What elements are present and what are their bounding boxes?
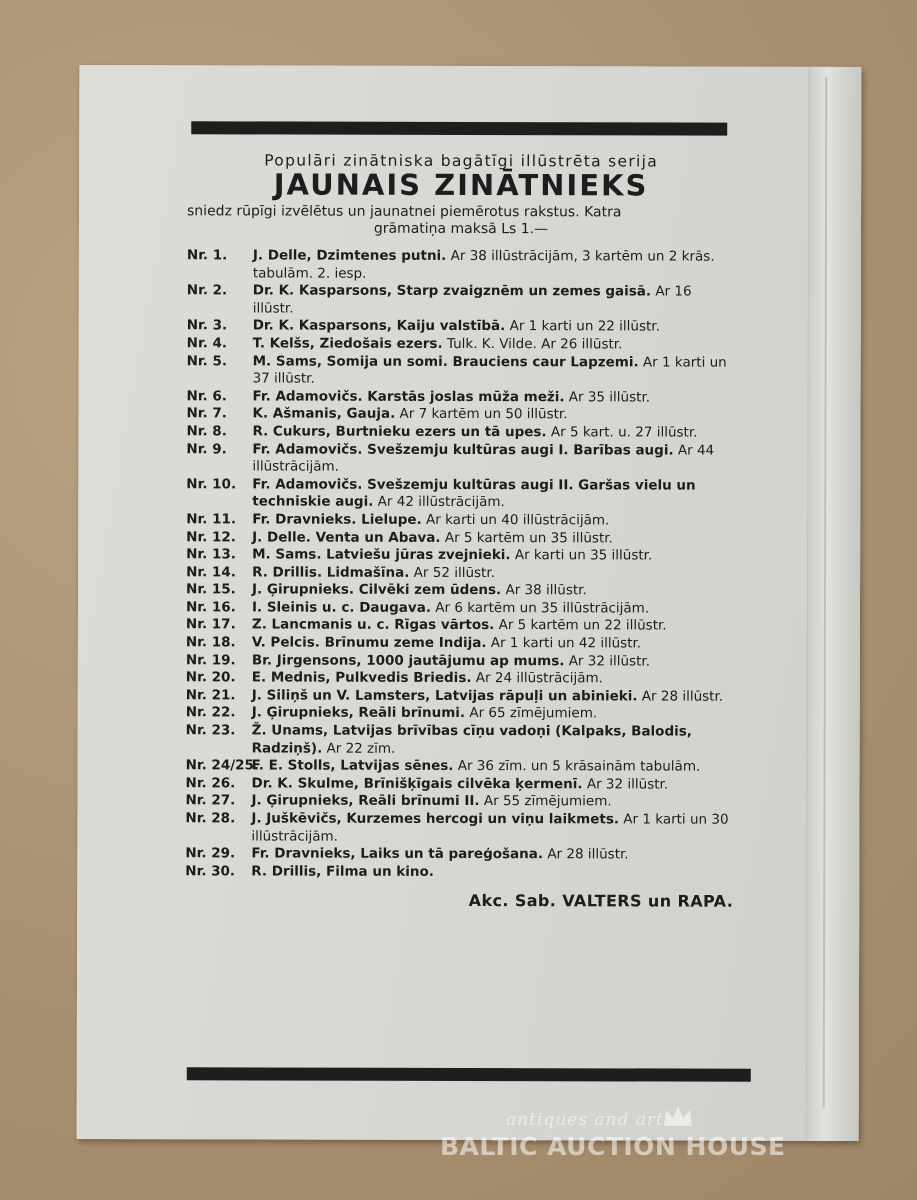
item-description: Ar 28 illūstr. <box>641 688 724 705</box>
item-title: Fr. Adamovičs. Karstās joslas mūža meži. <box>252 388 565 405</box>
list-item <box>186 634 734 653</box>
item-title: Fr. Adamovičs. Svešzemju kultūras augi I. Barības augi. <box>252 440 674 459</box>
intro-line-2: grāmatiņa maksā Ls 1.— <box>373 220 549 238</box>
item-body <box>252 599 734 618</box>
list-item <box>186 705 734 724</box>
item-number: Nr. 27. <box>185 792 236 809</box>
item-number: Nr. 2. <box>186 282 228 299</box>
item-title: R. Drillis, Filma un kino. <box>251 863 434 880</box>
item-body <box>252 441 734 477</box>
item-body <box>252 758 734 777</box>
item-number: Nr. 4. <box>186 335 228 352</box>
item-number: Nr. 22. <box>185 704 236 721</box>
item-body <box>251 863 733 882</box>
item-number: Nr. 23. <box>185 722 236 739</box>
list-item <box>186 546 734 565</box>
item-title: J. Delle. Venta un Abava. <box>252 528 441 546</box>
item-number: Nr. 18. <box>185 634 236 651</box>
item-number: Nr. 8. <box>186 423 227 440</box>
list-item <box>185 845 733 864</box>
item-body <box>252 775 734 794</box>
item-body <box>252 476 734 512</box>
item-number: Nr. 5. <box>186 352 228 369</box>
list-item <box>185 810 733 847</box>
item-title: Fr. Adamovičs. Svešzemju kultūras augi II. Garšas vielu un techniskie augi. <box>252 476 696 511</box>
item-title: J. Juškēvičs, Kurzemes hercogi un viņu laikmets. <box>251 810 620 828</box>
series-subtitle: Populāri zinātniska bagātīgi illūstrēta serija <box>264 151 659 171</box>
item-number: Nr. 28. <box>185 810 236 827</box>
list-item <box>187 282 735 319</box>
content-area <box>185 145 735 911</box>
item-description: Ar 32 illūstr. <box>568 652 651 670</box>
item-title: R. Cukurs, Burtnieku ezers un tā upes. <box>252 423 547 441</box>
list-item <box>187 353 735 390</box>
bottom-rule-bar <box>187 1067 751 1081</box>
item-body <box>252 406 734 425</box>
item-description: Ar 1 karti un 37 illūstr. <box>252 354 727 387</box>
item-title: R. Drillis. Lidmašīna. <box>252 564 410 581</box>
item-title: T. Kelšs, Ziedošais ezers. <box>252 335 443 352</box>
item-number: Nr. 14. <box>186 563 236 581</box>
item-description: Ar 42 illūstrācijām. <box>377 494 505 511</box>
item-description: Ar 36 zīm. un 5 krāsainām tabulām. <box>457 758 701 775</box>
item-description: Ar 28 illūstr. <box>547 846 629 863</box>
item-number: Nr. 24/25. <box>185 757 260 774</box>
item-body <box>252 722 734 758</box>
list-item <box>185 863 733 882</box>
item-number: Nr. 29. <box>185 845 236 862</box>
list-item <box>186 511 734 530</box>
item-description: Ar 22 zīm. <box>326 740 396 757</box>
item-title: Fr. Dravnieks. Lielupe. <box>252 511 422 528</box>
item-description: Tulk. K. Vilde. Ar 26 illūstr. <box>446 335 623 353</box>
item-number: Nr. 3. <box>186 317 228 334</box>
item-body <box>252 423 734 442</box>
list-item <box>186 476 734 513</box>
item-number: Nr. 30. <box>185 863 236 880</box>
intro-line-1: sniedz rūpīgi izvēlētus un jaunatnei piemērotus rakstus. Katra <box>187 203 622 221</box>
item-description: Ar 32 illūstr. <box>586 776 669 793</box>
item-body <box>253 247 735 283</box>
item-title: Ž. Unams, Latvijas brīvības cīņu vadoņi (Kalpaks, Balodis, Radziņš). <box>251 722 692 757</box>
list-item <box>186 687 734 706</box>
item-body <box>252 547 734 566</box>
item-number: Nr. 6. <box>186 388 227 405</box>
item-number: Nr. 10. <box>186 475 237 493</box>
item-description: Ar 55 zīmējumiem. <box>483 793 612 810</box>
list-item <box>186 775 734 794</box>
item-title: J. Ģirupnieks, Reāli brīnumi II. <box>251 792 480 810</box>
list-item <box>187 335 735 354</box>
list-item <box>186 617 734 636</box>
item-body <box>252 670 734 689</box>
item-number: Nr. 20. <box>185 669 236 686</box>
item-body <box>252 529 734 548</box>
list-item <box>186 564 734 583</box>
item-description: Ar 1 karti un 42 illūstr. <box>490 635 642 652</box>
list-item <box>187 318 735 337</box>
watermark-brand: BALTIC AUCTION HOUSE <box>440 1132 786 1161</box>
item-body <box>252 617 734 636</box>
item-title: J. Ģirupnieks, Reāli brīnumi. <box>251 704 466 722</box>
item-title: Z. Lancmanis u. c. Rīgas vārtos. <box>251 616 495 634</box>
item-title: Br. Jirgensons, 1000 jautājumu ap mums. <box>251 652 565 669</box>
item-description: Ar 24 illūstrācijām. <box>475 670 603 687</box>
item-body <box>253 335 735 354</box>
title-list <box>185 247 735 882</box>
item-body <box>253 388 735 407</box>
item-description: Ar 6 kartēm un 35 illūstrācijām. <box>435 599 650 617</box>
item-title: Dr. K. Skulme, Brīnišķīgais cilvēka ķermenī. <box>251 775 583 793</box>
list-item <box>186 670 734 689</box>
item-title: J. Delle, Dzimtenes putni. <box>252 247 447 264</box>
series-title: JAUNAIS ZINĀTNIEKS <box>273 167 649 203</box>
item-description: Ar 5 kartēm un 35 illūstr. <box>444 529 613 546</box>
list-item <box>186 529 734 548</box>
item-description: Ar 65 zīmējumiem. <box>469 705 598 722</box>
list-item <box>186 722 734 759</box>
item-title: J. Siliņš un V. Lamsters, Latvijas rāpuļi un abinieki. <box>251 687 638 705</box>
item-body <box>251 793 733 812</box>
item-number: Nr. 1. <box>186 247 228 264</box>
item-number: Nr. 9. <box>186 440 227 457</box>
item-title: Dr. K. Kasparsons, Starp zvaigznēm un zemes gaisā. <box>252 282 652 300</box>
item-number: Nr. 26. <box>185 775 236 792</box>
list-item <box>186 757 734 776</box>
top-rule-bar <box>191 121 727 135</box>
item-body <box>252 705 734 724</box>
item-description: Ar karti un 35 illūstr. <box>514 547 653 564</box>
item-title: F. E. Stolls, Latvijas sēnes. <box>251 757 454 775</box>
item-title: Fr. Dravnieks, Laiks un tā pareģošana. <box>251 845 544 863</box>
list-item <box>186 441 734 478</box>
item-title: K. Ašmanis, Gauja. <box>252 405 396 423</box>
item-title: E. Mednis, Pulkvedis Briedis. <box>251 669 472 687</box>
list-item <box>186 582 734 601</box>
item-title: V. Pelcis. Brīnumu zeme Indija. <box>251 634 487 652</box>
list-item <box>186 652 734 671</box>
item-description: Ar 52 illūstr. <box>413 564 495 581</box>
item-body <box>252 564 734 583</box>
booklet-spine <box>806 67 862 1141</box>
item-title: M. Sams, Somija un somi. Brauciens caur Lapzemi. <box>252 352 639 371</box>
item-description: Ar 1 karti un 30 illūstrācijām. <box>251 811 729 845</box>
item-number: Nr. 21. <box>185 687 236 704</box>
item-body <box>252 652 734 671</box>
item-title: I. Sleinis u. c. Daugava. <box>251 599 431 616</box>
item-body <box>252 687 734 706</box>
item-body <box>251 810 733 846</box>
item-number: Nr. 17. <box>185 616 236 633</box>
list-item <box>186 599 734 618</box>
publisher-name: Akc. Sab. VALTERS un RAPA. <box>468 891 734 912</box>
item-body <box>253 283 735 319</box>
item-title: M. Sams. Latviešu jūras zvejnieki. <box>252 546 511 564</box>
item-body <box>252 511 734 530</box>
item-number: Nr. 13. <box>186 546 236 563</box>
item-description: Ar 1 karti un 22 illūstr. <box>509 318 660 335</box>
list-item <box>185 793 733 812</box>
booklet-back-cover <box>77 65 862 1141</box>
list-item <box>187 388 735 407</box>
series-intro <box>187 203 735 238</box>
list-item <box>187 247 735 284</box>
item-title: Dr. K. Kasparsons, Kaiju valstībā. <box>252 317 506 335</box>
watermark-tagline: antiques and art <box>506 1110 664 1130</box>
item-number: Nr. 15. <box>186 581 236 598</box>
list-item <box>186 423 734 442</box>
item-number: Nr. 16. <box>185 599 236 616</box>
item-body <box>251 846 733 865</box>
item-number: Nr. 7. <box>186 405 227 422</box>
item-number: Nr. 11. <box>186 511 237 528</box>
item-description: Ar 35 illūstr. <box>568 389 651 406</box>
item-description: Ar 5 kartēm un 22 illūstr. <box>498 617 667 634</box>
item-description: Ar 38 illūstr. <box>505 582 587 599</box>
item-number: Nr. 12. <box>186 528 236 545</box>
item-body <box>253 318 735 337</box>
item-body <box>252 582 734 601</box>
item-body <box>252 634 734 653</box>
item-number: Nr. 19. <box>185 651 236 669</box>
item-title: J. Ģirupnieks. Cilvēki zem ūdens. <box>252 581 502 599</box>
item-description: Ar karti un 40 illūstrācijām. <box>426 511 610 529</box>
item-description: Ar 44 illūstrācijām. <box>252 442 715 475</box>
item-description: Ar 7 kartēm un 50 illūstr. <box>399 406 568 423</box>
item-description: Ar 16 illūstr. <box>252 283 692 317</box>
list-item <box>186 406 734 425</box>
item-description: Ar 38 illūstrācijām, 3 kartēm un 2 krās. tabulām. 2. iesp. <box>252 247 715 282</box>
item-body <box>253 353 735 389</box>
item-description: Ar 5 kart. u. 27 illūstr. <box>550 424 698 441</box>
